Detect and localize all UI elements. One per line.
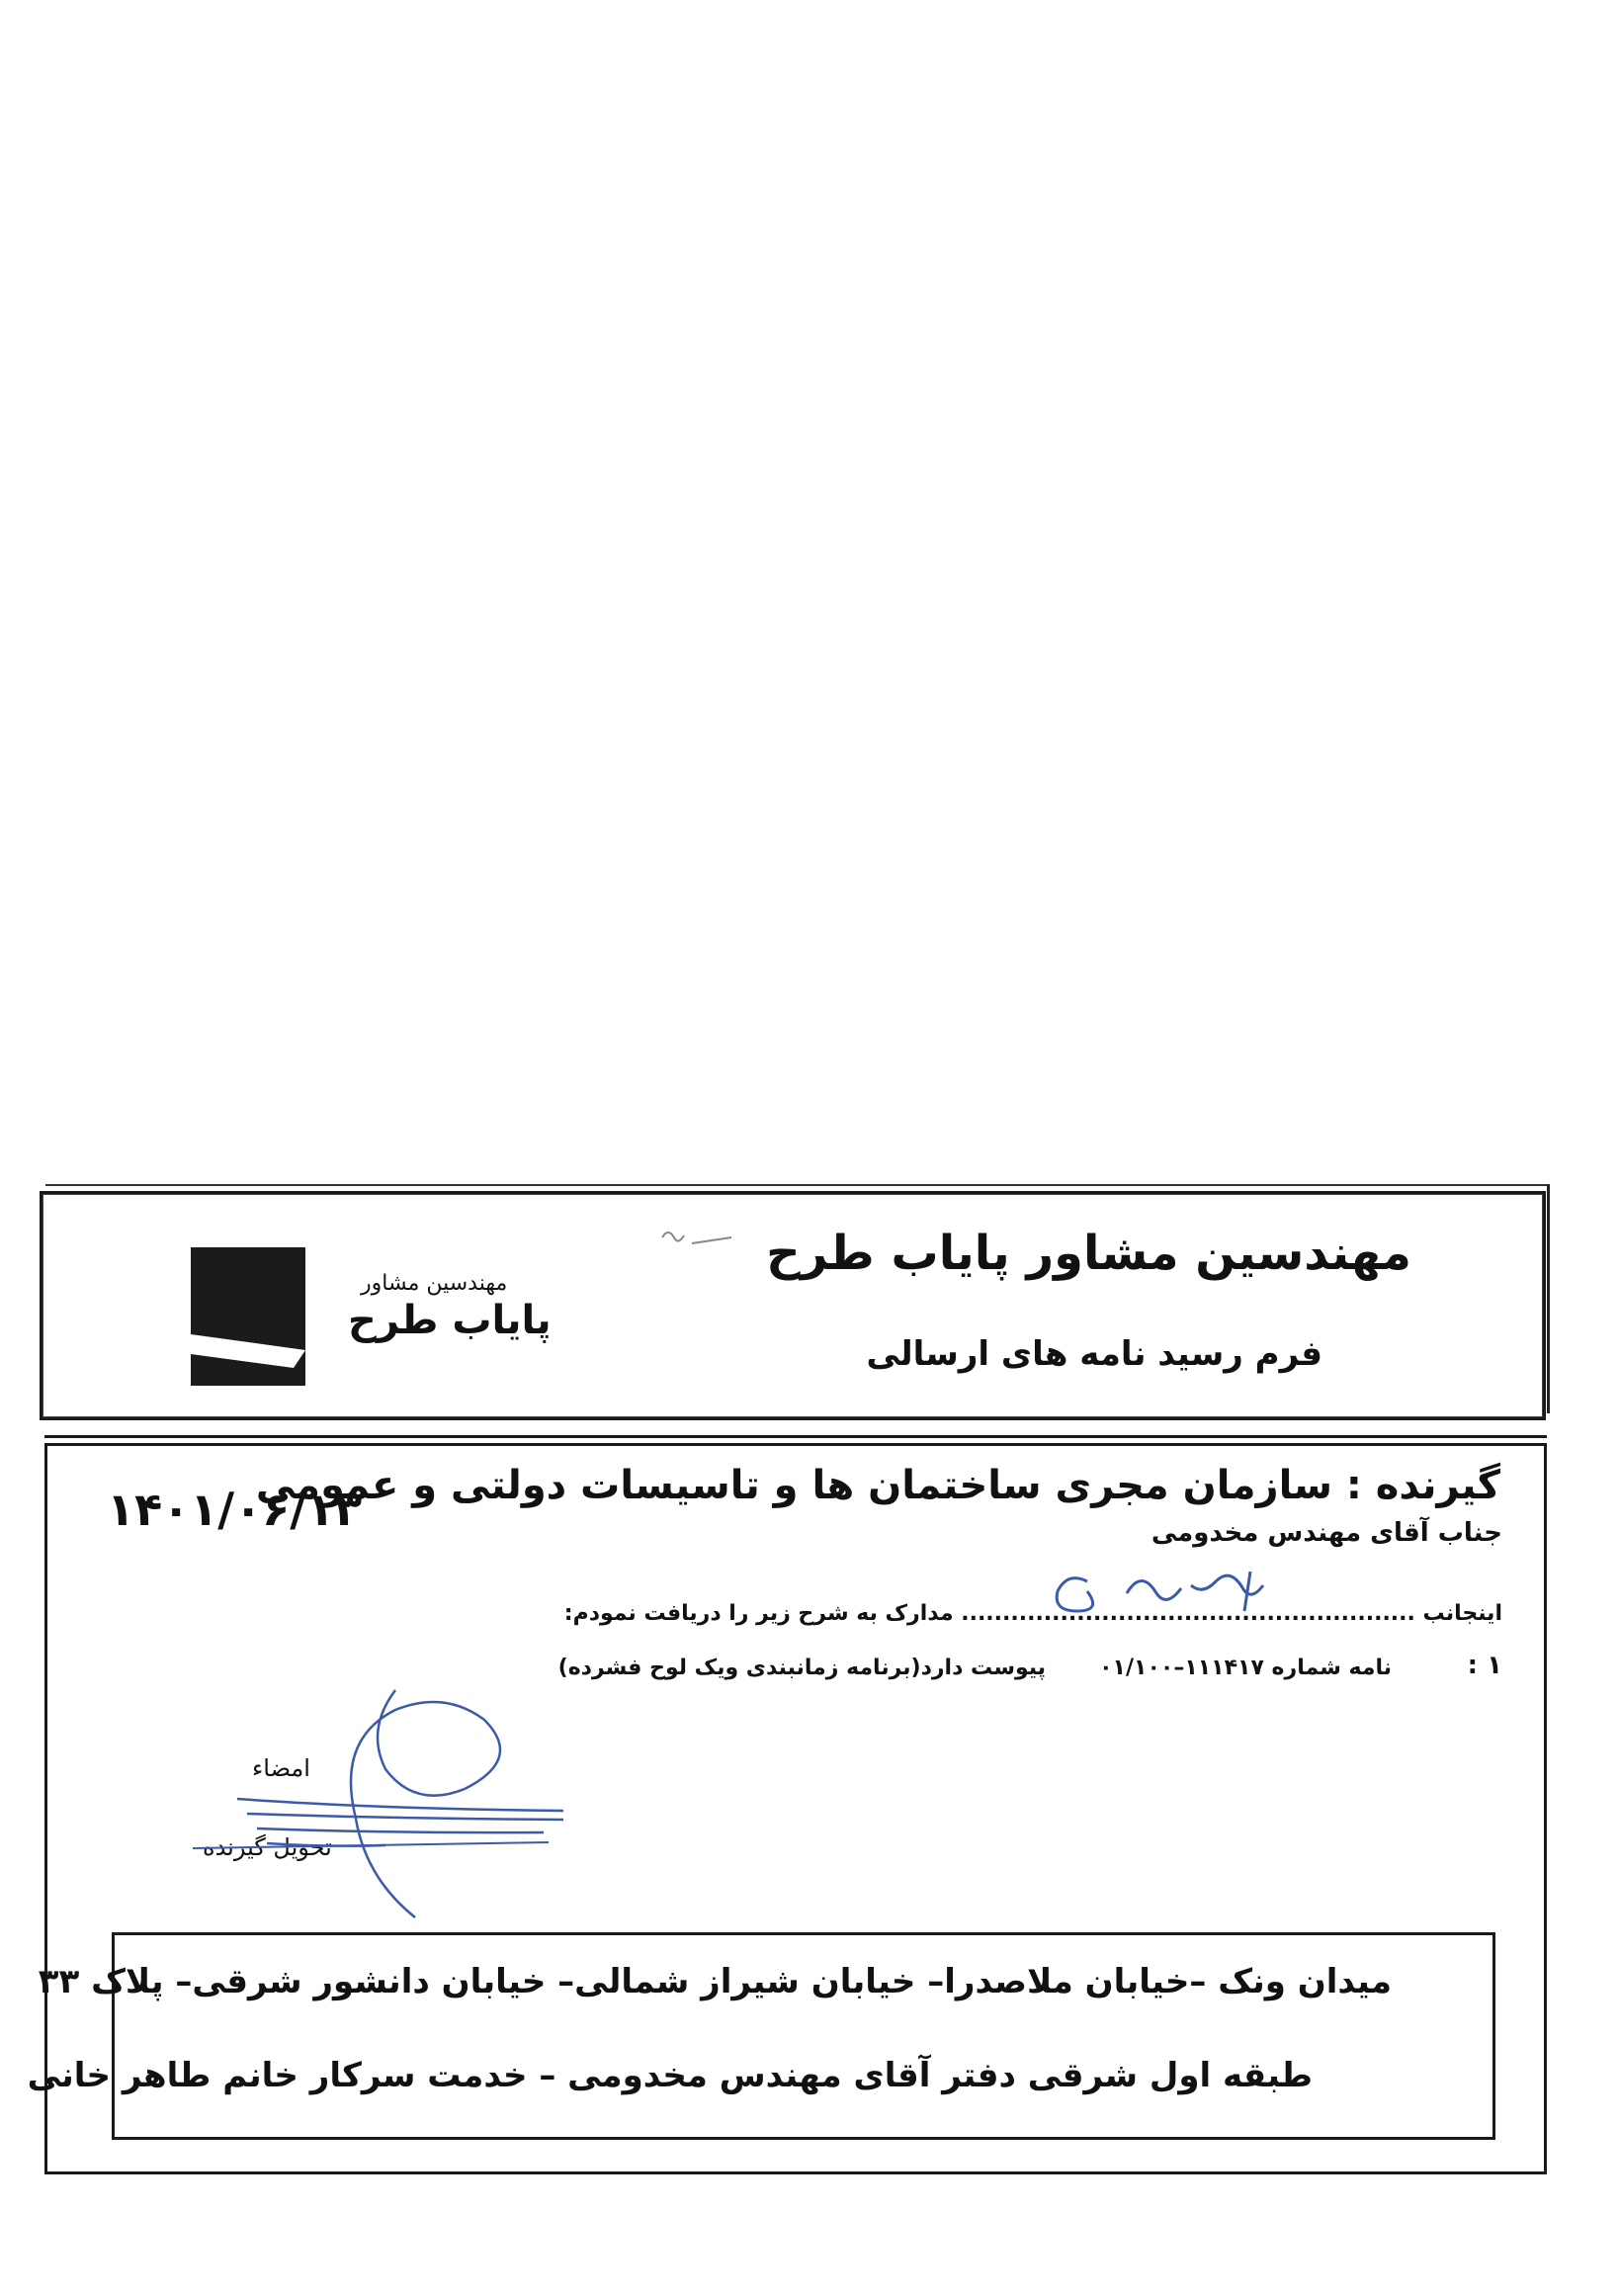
receipt-statement: اینجانب ....................................................... مدارک به شرح زیر را دریافت نمودم:: [563, 1601, 1502, 1626]
receiver-name-handwriting: [1057, 1572, 1263, 1611]
receiver-signature: [237, 1690, 563, 1917]
letter-number: نامه شماره ۱۱۱۴۱۷–۰۱/۱۰۰: [1099, 1656, 1392, 1680]
item-number: ۱ :: [1467, 1651, 1502, 1680]
logo-wordmark: پایاب طرح: [348, 1298, 552, 1343]
signature-label: امضاء: [252, 1754, 310, 1782]
company-title: مهندسین مشاور پایاب طرح: [766, 1226, 1411, 1281]
addressee-line: جناب آقای مهندس مخدومی: [1150, 1518, 1502, 1548]
receiver-label: تحویل گیرنده: [203, 1833, 332, 1861]
recipient-line: گیرنده : سازمان مجری ساختمان ها و تاسیسات دولتی و عمومی: [255, 1463, 1500, 1508]
stamp-scribble: [662, 1233, 731, 1243]
address-line-2: طبقه اول شرقی دفتر آقای مهندس مخدومی – خدمت سرکار خانم طاهر خانی: [27, 2056, 1313, 2095]
form-title: فرم رسید نامه های ارسالی: [866, 1334, 1322, 1374]
strike-line: [193, 1842, 549, 1848]
address-line-1: میدان ونک –خیابان ملاصدرا– خیابان شیراز شمالی– خیابان دانشور شرقی– پلاک ۳۳: [38, 1962, 1392, 2001]
attachment-note: پیوست دارد(برنامه زمانبندی ویک لوح فشرده): [557, 1656, 1046, 1680]
letter-date: ۱۴۰۱/۰۶/۱۳: [107, 1483, 363, 1536]
logo-subtitle: مهندسین مشاور: [361, 1271, 508, 1296]
